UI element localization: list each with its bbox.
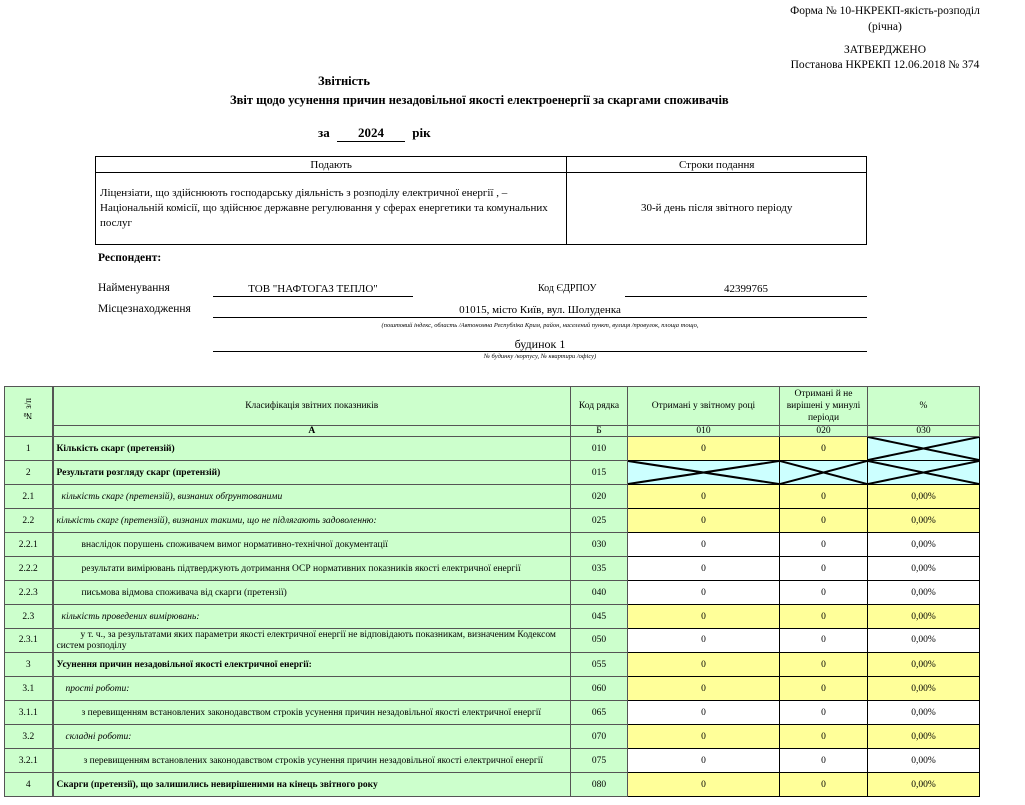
report-year-field[interactable]: 2024: [337, 125, 405, 142]
cell-030: 0,00%: [868, 533, 980, 557]
cell-020[interactable]: 0: [780, 605, 868, 629]
header-col030: %: [868, 387, 980, 426]
row-code: 070: [571, 725, 628, 749]
table-row: [5, 485, 980, 509]
cell-010[interactable]: 0: [628, 533, 780, 557]
cell-020[interactable]: 0: [780, 653, 868, 677]
row-code: 050: [571, 629, 628, 653]
row-label: письмова відмова споживача від скарги (претензії): [53, 581, 571, 605]
address-line1-field[interactable]: 01015, місто Київ, вул. Шолуденка: [213, 303, 867, 318]
header-classification: Класифікація звітних показників: [53, 387, 571, 426]
row-label: Результати розгляду скарг (претензій): [53, 461, 571, 485]
row-num: 3.2.1: [5, 749, 53, 773]
cell-020[interactable]: 0: [780, 725, 868, 749]
cell-030: 0,00%: [868, 653, 980, 677]
letter-col010: 010: [628, 426, 780, 437]
cell-010[interactable]: 0: [628, 509, 780, 533]
cell-030: 0,00%: [868, 749, 980, 773]
row-code: 055: [571, 653, 628, 677]
header-col020: Отримані й не вирішені у минулі періоди: [780, 387, 868, 426]
cell-010[interactable]: 0: [628, 581, 780, 605]
cell-010[interactable]: 0: [628, 773, 780, 797]
table-row: [5, 461, 980, 485]
cell-020[interactable]: 0: [780, 701, 868, 725]
cell-020[interactable]: 0: [780, 629, 868, 653]
cell-030: 0,00%: [868, 485, 980, 509]
cell-010[interactable]: 0: [628, 605, 780, 629]
row-label: кількість скарг (претензій), визнаних обґрунтованими: [53, 485, 571, 509]
row-num: 3.1.1: [5, 701, 53, 725]
row-code: 025: [571, 509, 628, 533]
address-hint1: (поштовий індекс, область /Автономна Республіка Крим, район, населений пункт, вулиця /провулок, площа тощо,: [381, 322, 699, 329]
submitters-text: Ліцензіати, що здійснюють господарську діяльність з розподілу електричної енергії , – Національній комісії, що здійснює державне регулювання у сферах енергетики та комунальних послуг: [96, 173, 567, 245]
report-subtitle: Звіт щодо усунення причин незадовільної якості електроенергії за скаргами споживачів: [230, 93, 729, 107]
table-row: [5, 653, 980, 677]
row-label: Усунення причин незадовільної якості електричної енергії:: [53, 653, 571, 677]
table-row: [5, 605, 980, 629]
year-prefix: за: [318, 125, 330, 140]
cell-010[interactable]: 0: [628, 437, 780, 461]
cell-030-disabled: [868, 437, 980, 461]
cell-030: 0,00%: [868, 581, 980, 605]
company-name-field[interactable]: ТОВ "НАФТОГАЗ ТЕПЛО": [213, 282, 413, 297]
row-label: Кількість скарг (претензій): [53, 437, 571, 461]
cell-030: 0,00%: [868, 629, 980, 653]
form-periodicity: (річна): [868, 21, 902, 33]
row-num: 3: [5, 653, 53, 677]
row-code: 060: [571, 677, 628, 701]
submission-table: [95, 156, 867, 245]
cell-010[interactable]: 0: [628, 749, 780, 773]
row-code: 015: [571, 461, 628, 485]
cross-mark-icon: [628, 461, 779, 484]
edrpou-field[interactable]: 42399765: [625, 282, 867, 297]
table-row: [5, 629, 980, 653]
cell-020-disabled: [780, 461, 868, 485]
table-row: [5, 677, 980, 701]
table-row: [5, 581, 980, 605]
cell-020[interactable]: 0: [780, 773, 868, 797]
letter-col030: 030: [868, 426, 980, 437]
cell-030: 0,00%: [868, 557, 980, 581]
submitters-header: Подають: [96, 157, 567, 173]
row-num: 2.2.2: [5, 557, 53, 581]
row-label: кількість проведених вимірювань:: [53, 605, 571, 629]
report-year-line: [318, 125, 431, 142]
cell-020[interactable]: 0: [780, 533, 868, 557]
resolution-ref: Постанова НКРЕКП 12.06.2018 № 374: [790, 59, 980, 71]
cell-030: 0,00%: [868, 677, 980, 701]
address-line2-field[interactable]: будинок 1: [213, 337, 867, 352]
row-num: 2.3: [5, 605, 53, 629]
cell-020[interactable]: 0: [780, 557, 868, 581]
row-code: 010: [571, 437, 628, 461]
deadline-text: 30-й день після звітного періоду: [567, 173, 867, 245]
form-number: Форма № 10-НКРЕКП-якість-розподіл: [790, 5, 980, 17]
cell-030: 0,00%: [868, 605, 980, 629]
name-label: Найменування: [98, 282, 170, 294]
row-num: 2.2.3: [5, 581, 53, 605]
row-code: 080: [571, 773, 628, 797]
row-label: з перевищенням встановлених законодавством строків усунення причин незадовільної якості електричної енергії: [53, 701, 571, 725]
row-label: Скарги (претензії), що залишились невирішеними на кінець звітного року: [53, 773, 571, 797]
row-label: з перевищенням встановлених законодавством строків усунення причин незадовільної якості електричної енергії: [53, 749, 571, 773]
row-num: 3.2: [5, 725, 53, 749]
cell-020[interactable]: 0: [780, 749, 868, 773]
cell-030-disabled: [868, 461, 980, 485]
deadline-header: Строки подання: [567, 157, 867, 173]
row-code: 030: [571, 533, 628, 557]
table-row: [5, 533, 980, 557]
cell-030: 0,00%: [868, 725, 980, 749]
row-label: у т. ч., за результатами яких параметри якості електричної енергії не відповідають показникам, визначеним Кодексом систем розподілу: [53, 629, 571, 653]
table-row: [5, 749, 980, 773]
table-row: [5, 437, 980, 461]
header-code: Код рядка: [571, 387, 628, 426]
address-hint2: № будинку /корпусу, № квартири /офісу): [483, 353, 597, 360]
cell-010[interactable]: 0: [628, 653, 780, 677]
location-label: Місцезнаходження: [98, 303, 191, 315]
row-code: 035: [571, 557, 628, 581]
row-label: кількість скарг (претензій), визнаних такими, що не підлягають задоволенню:: [53, 509, 571, 533]
cell-030: 0,00%: [868, 701, 980, 725]
cross-mark-icon: [868, 461, 979, 484]
cell-010[interactable]: 0: [628, 677, 780, 701]
respondent-label: Респондент:: [98, 252, 162, 264]
cell-010[interactable]: 0: [628, 701, 780, 725]
cell-010[interactable]: 0: [628, 629, 780, 653]
letter-classification: А: [53, 426, 571, 437]
row-num: 4: [5, 773, 53, 797]
cell-030: 0,00%: [868, 773, 980, 797]
cell-030: 0,00%: [868, 509, 980, 533]
cross-mark-icon: [868, 437, 979, 460]
row-code: 065: [571, 701, 628, 725]
table-row: [5, 509, 980, 533]
cell-020[interactable]: 0: [780, 581, 868, 605]
row-num: 2.3.1: [5, 629, 53, 653]
form-number-block: [755, 3, 1015, 35]
cell-020[interactable]: 0: [780, 677, 868, 701]
row-num: 2.1: [5, 485, 53, 509]
row-label: результати вимірювань підтверджують дотримання ОСР нормативних показників якості електричної енергії: [53, 557, 571, 581]
approved-label: ЗАТВЕРДЖЕНО: [843, 44, 927, 56]
header-col010: Отримані у звітному році: [628, 387, 780, 426]
row-code: 020: [571, 485, 628, 509]
row-label: внаслідок порушень споживачем вимог нормативно-технічної документації: [53, 533, 571, 557]
approval-block: [755, 43, 1015, 73]
letter-code: Б: [571, 426, 628, 437]
report-title: Звітність: [318, 74, 370, 88]
cell-010[interactable]: 0: [628, 725, 780, 749]
cell-020[interactable]: 0: [780, 437, 868, 461]
table-row: [5, 773, 980, 797]
row-code: 040: [571, 581, 628, 605]
row-num: 1: [5, 437, 53, 461]
cell-010[interactable]: 0: [628, 485, 780, 509]
letter-col020: 020: [780, 426, 868, 437]
row-num: 2.2: [5, 509, 53, 533]
table-row: [5, 725, 980, 749]
cross-mark-icon: [780, 461, 867, 484]
row-num: 2.2.1: [5, 533, 53, 557]
row-label: прості роботи:: [53, 677, 571, 701]
row-num: 3.1: [5, 677, 53, 701]
cell-010-disabled: [628, 461, 780, 485]
edrpou-label: Код ЄДРПОУ: [538, 283, 597, 294]
row-label: складні роботи:: [53, 725, 571, 749]
cell-020[interactable]: 0: [780, 509, 868, 533]
header-num: № з/п: [5, 387, 53, 437]
table-row: [5, 557, 980, 581]
row-code: 045: [571, 605, 628, 629]
cell-020[interactable]: 0: [780, 485, 868, 509]
row-num: 2: [5, 461, 53, 485]
year-suffix: рік: [412, 125, 431, 140]
row-code: 075: [571, 749, 628, 773]
complaints-report-table: [4, 386, 980, 797]
cell-010[interactable]: 0: [628, 557, 780, 581]
table-row: [5, 701, 980, 725]
